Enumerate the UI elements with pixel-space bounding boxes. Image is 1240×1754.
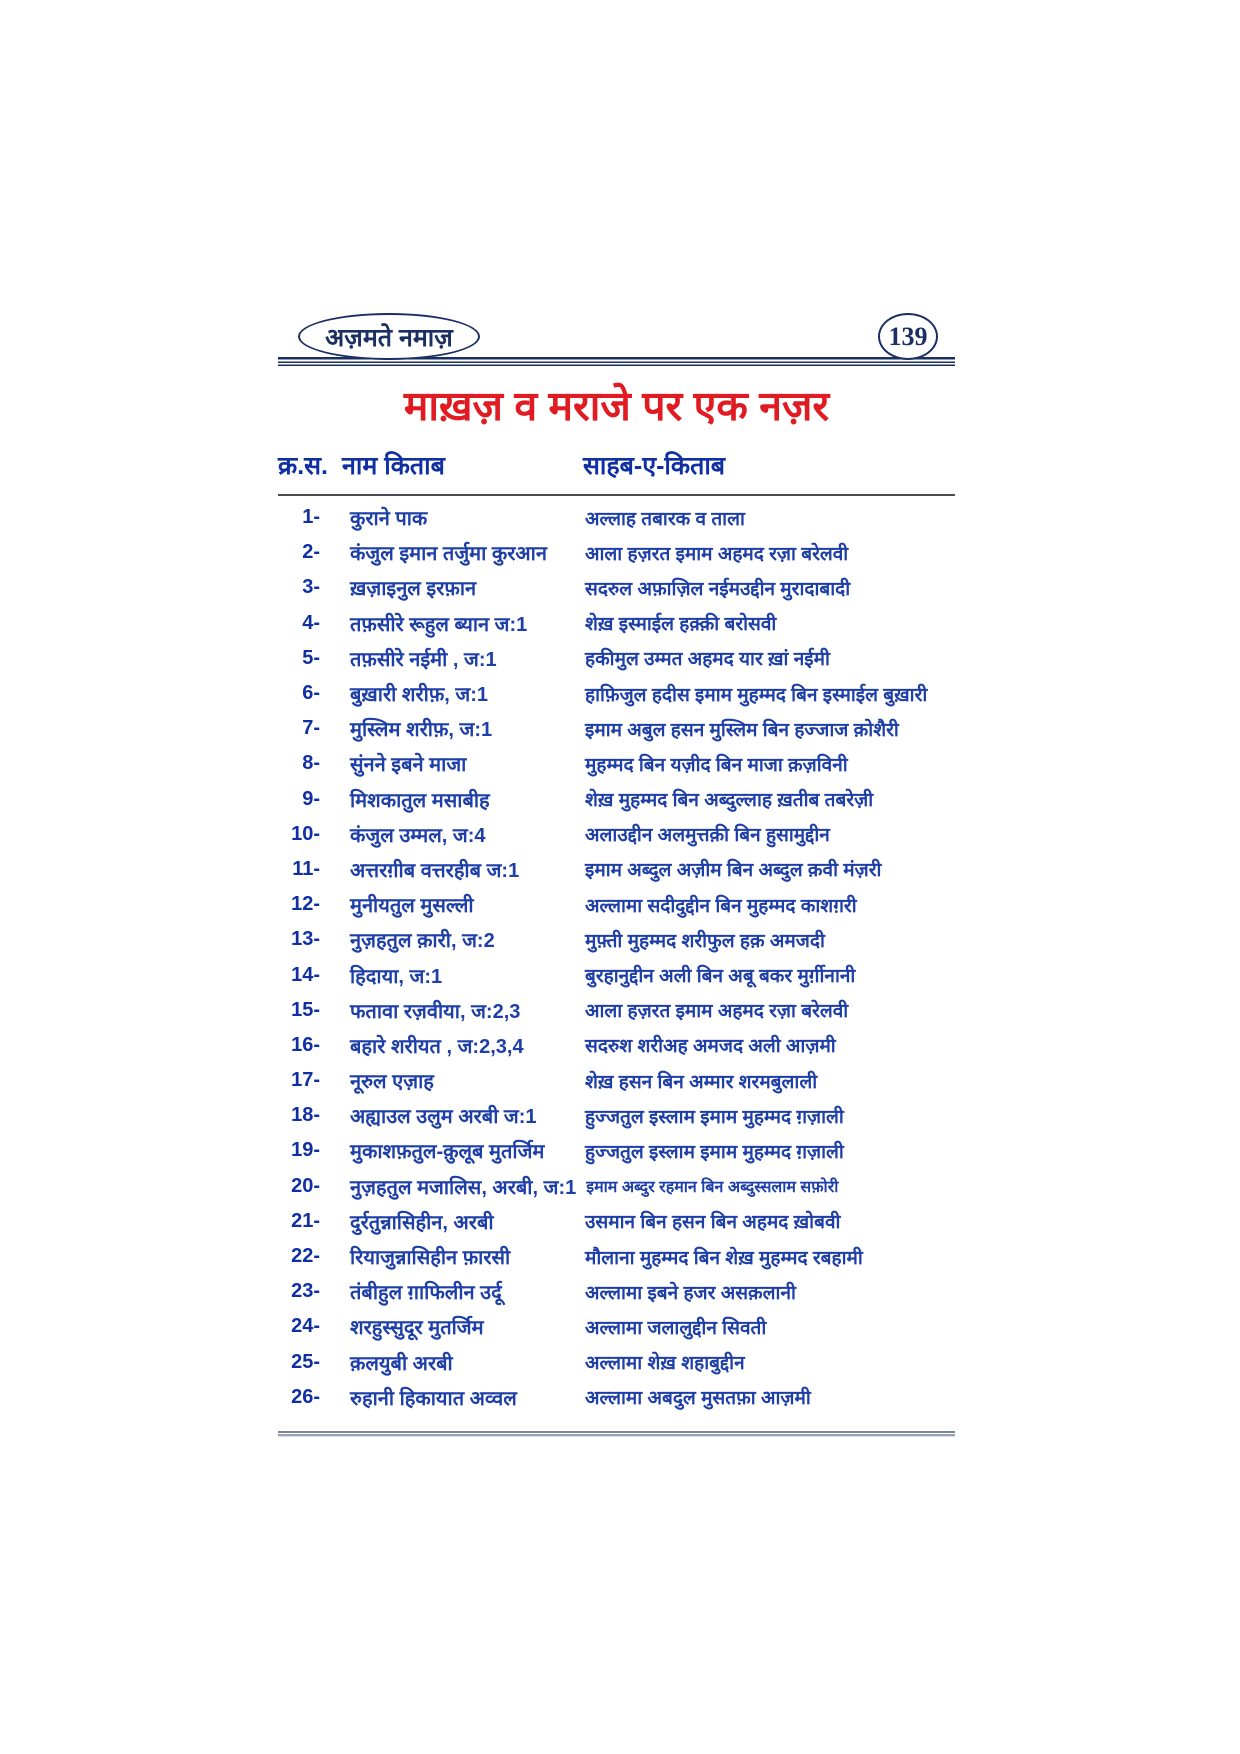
table-row (278, 1309, 955, 1344)
author-name: सदरुल अफ़ाज़िल नईमउद्दीन मुरादाबादी (585, 578, 851, 600)
table-row (278, 1133, 955, 1168)
col-header-serial: क्र.स. (278, 452, 328, 480)
row-serial: 9- (302, 787, 320, 810)
table-row (278, 1239, 955, 1274)
page-title: माख़ज़ व मराजे पर एक नज़र (403, 383, 830, 429)
author-name: इमाम अब्दुल अज़ीम बिन अब्दुल क़वी मंज़री (585, 860, 882, 882)
table-row (278, 1274, 955, 1309)
row-serial: 19- (291, 1139, 320, 1162)
author-name: अल्लामा इबने हजर असक़लानी (585, 1282, 796, 1304)
row-serial: 11- (292, 857, 320, 880)
author-name: मुहम्मद बिन यज़ीद बिन माजा क़ज़विनी (585, 754, 848, 776)
row-serial: 2- (302, 541, 320, 564)
table-row (278, 1063, 955, 1098)
book-name: ख़ज़ाइनुल इरफ़ान (350, 578, 477, 601)
row-serial: 1- (302, 506, 320, 529)
book-name: नुज़हतुल मजालिस, अरबी, ज:1 (350, 1176, 577, 1199)
table-row (278, 887, 955, 922)
page-content (278, 313, 955, 1441)
book-name: नुज़हतुल क़ारी, ज:2 (350, 930, 495, 953)
author-name: इमाम अब्दुर रहमान बिन अब्दुस्सलाम सफ़ोरी (586, 1179, 839, 1197)
row-serial: 13- (291, 928, 320, 951)
author-name: अल्लामा अबदुल मुसतफ़ा आज़मी (585, 1388, 811, 1410)
book-name: तंबीहुल ग़ाफिलीन उर्दू (350, 1282, 502, 1305)
row-serial: 23- (291, 1280, 320, 1303)
table-header-rule (278, 494, 955, 496)
table-row (278, 817, 955, 852)
col-header-author: साहब-ए-किताब (583, 452, 726, 480)
table-row (278, 1380, 955, 1415)
table-row (278, 500, 955, 535)
author-name: हुज्जतुल इस्लाम इमाम मुहम्मद ग़ज़ाली (585, 1106, 844, 1128)
book-name: सुंनने इबने माजा (350, 754, 467, 777)
author-name: अल्लामा जलालुद्दीन सिवती (585, 1317, 767, 1339)
row-serial: 12- (291, 893, 320, 916)
row-serial: 14- (291, 963, 320, 986)
table-row (278, 852, 955, 887)
row-serial: 10- (291, 822, 320, 845)
table-row (278, 746, 955, 781)
row-serial: 7- (302, 717, 320, 740)
table-row (278, 570, 955, 605)
row-serial: 20- (291, 1174, 320, 1197)
table-row (278, 641, 955, 676)
book-name: दुर्रतुन्नासिहीन, अरबी (350, 1211, 494, 1234)
table-row (278, 782, 955, 817)
book-name: मिशकातुल मसाबीह (350, 789, 490, 812)
book-name: फतावा रज़वीया, ज:2,3 (350, 1000, 521, 1023)
author-name: शेख़ हसन बिन अम्मार शरमबुलाली (585, 1071, 818, 1093)
book-name: रियाजुन्नासिहीन फ़ारसी (350, 1247, 511, 1270)
author-name: मुफ़्ती मुहम्मद शरीफुल हक़ अमजदी (585, 930, 825, 952)
book-name: अह्याउल उलुम अरबी ज:1 (350, 1106, 537, 1129)
author-name: अल्लामा सदीदुद्दीन बिन मुहम्मद काशग़री (585, 895, 857, 917)
table-rows (278, 500, 955, 1415)
table-row (278, 1028, 955, 1063)
row-serial: 5- (302, 646, 320, 669)
row-serial: 18- (291, 1104, 320, 1127)
table-row (278, 535, 955, 570)
table-row (278, 1345, 955, 1380)
page-number: 139 (888, 321, 928, 351)
row-serial: 24- (291, 1315, 320, 1338)
books-table (278, 449, 955, 1415)
book-name: कंजुल इमान तर्जुमा कुरआन (350, 543, 547, 566)
book-name: कुराने पाक (350, 508, 428, 531)
author-name: अल्लामा शेख़ शहाबुद्दीन (585, 1353, 745, 1375)
footer-rule (278, 1431, 955, 1437)
row-serial: 15- (291, 998, 320, 1021)
book-name: हिदाया, ज:1 (350, 965, 443, 988)
book-name: बुख़ारी शरीफ़, ज:1 (350, 684, 488, 707)
table-row (278, 606, 955, 641)
author-name: हुज्जतुल इस्लाम इमाम मुहम्मद ग़ज़ाली (585, 1141, 844, 1163)
row-serial: 22- (291, 1245, 320, 1268)
row-serial: 8- (302, 752, 320, 775)
author-name: हाफ़िजुल हदीस इमाम मुहम्मद बिन इस्माईल बुख़ारी (585, 684, 928, 706)
author-name: आला हज़रत इमाम अहमद रज़ा बरेलवी (585, 543, 849, 565)
book-name: मुस्लिम शरीफ़, ज:1 (350, 719, 493, 742)
book-name: अत्तरग़ीब वत्तरहीब ज:1 (350, 859, 520, 882)
row-serial: 21- (291, 1209, 320, 1232)
table-row (278, 1098, 955, 1133)
row-serial: 16- (291, 1033, 320, 1056)
author-name: आला हज़रत इमाम अहमद रज़ा बरेलवी (585, 1001, 849, 1023)
author-name: उसमान बिन हसन बिन अहमद ख़ोबवी (585, 1212, 841, 1234)
table-row (278, 922, 955, 957)
row-serial: 4- (302, 611, 320, 634)
table-row (278, 1204, 955, 1239)
book-name: शरहुस्सुदूर मुतर्जिम (350, 1317, 484, 1340)
author-name: हकीमुल उम्मत अहमद यार ख़ां नईमी (585, 649, 830, 671)
book-name: कंजुल उम्मल, ज:4 (350, 824, 486, 847)
row-serial: 26- (291, 1385, 320, 1408)
book-name: नूरुल एज़ाह (350, 1071, 434, 1094)
table-row (278, 1169, 955, 1204)
row-serial: 3- (302, 576, 320, 599)
col-header-book: नाम किताब (342, 452, 445, 480)
author-name: शेख़ मुहम्मद बिन अब्दुल्लाह ख़तीब तबरेज़ी (585, 790, 874, 812)
book-name: तफ़सीरे रूहुल ब्यान ज:1 (350, 613, 528, 636)
row-serial: 17- (291, 1069, 320, 1092)
author-name: मौलाना मुहम्मद बिन शेख़ मुहम्मद रबहामी (585, 1247, 863, 1269)
author-name: सदरुश शरीअह अमजद अली आज़मी (585, 1036, 836, 1058)
book-name: बहारे शरीयत , ज:2,3,4 (350, 1035, 524, 1058)
author-name: अलाउद्दीन अलमुत्तक़ी बिन हुसामुद्दीन (585, 825, 830, 847)
book-name: मुकाशफ़तुल-क़ुलूब मुतर्जिम (350, 1141, 545, 1164)
author-name: अल्लाह तबारक व ताला (585, 508, 745, 530)
table-row (278, 957, 955, 992)
table-header (278, 449, 955, 483)
author-name: इमाम अबुल हसन मुस्लिम बिन हज्जाज क़ोशैरी (585, 719, 899, 741)
author-name: शेख़ इस्माईल हक़्क़ी बरोसवी (585, 614, 777, 636)
row-serial: 25- (291, 1350, 320, 1373)
book-name: क़लयुबी अरबी (350, 1352, 453, 1375)
book-name: मुनीयतुल मुसल्ली (350, 895, 474, 918)
table-row (278, 711, 955, 746)
table-row (278, 676, 955, 711)
row-serial: 6- (302, 682, 320, 705)
author-name: बुरहानुद्दीन अली बिन अबू बकर मुर्ग़ीनानी (585, 966, 856, 988)
page-number-badge (878, 313, 938, 360)
section-title: अज़मते नमाज़ (325, 323, 453, 352)
table-row (278, 993, 955, 1028)
book-name: तफ़सीरे नईमी , ज:1 (350, 648, 497, 671)
book-name: रुहानी हिकायात अव्वल (350, 1387, 517, 1410)
section-title-badge (298, 313, 480, 360)
